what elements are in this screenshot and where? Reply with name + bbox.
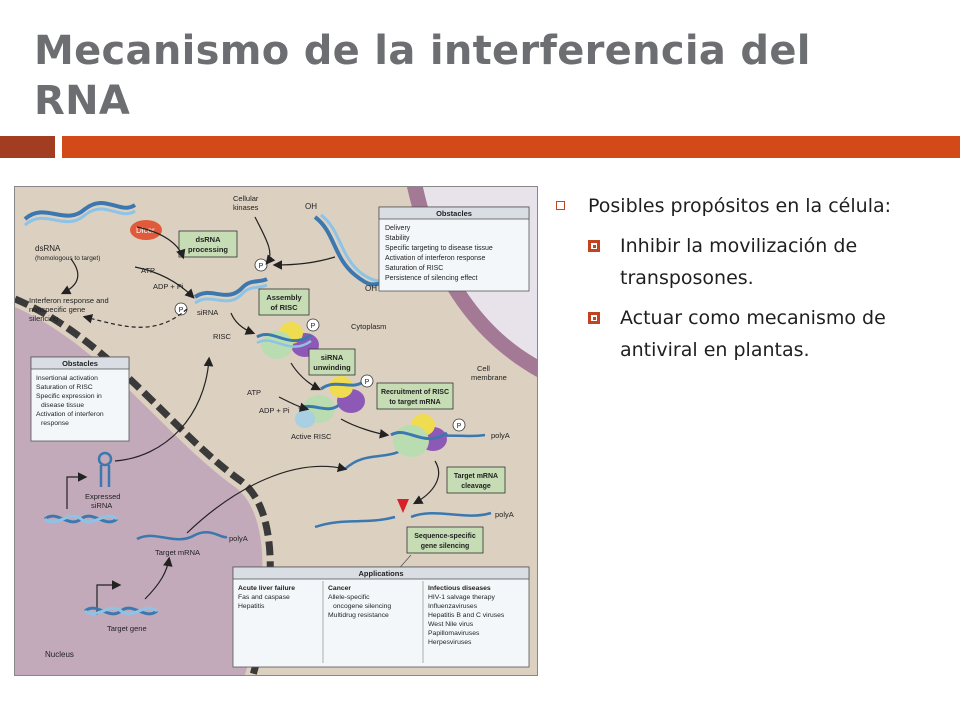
cellular-kinases-label: Cellular	[233, 194, 259, 203]
svg-text:response: response	[41, 420, 69, 427]
adp-pi-label-2: ADP + Pi	[259, 406, 290, 415]
atp-label-1: ATP	[141, 266, 156, 275]
svg-text:Fas and caspase: Fas and caspase	[238, 594, 290, 601]
svg-text:HIV-1 salvage therapy: HIV-1 salvage therapy	[428, 594, 495, 601]
obstacles-top-item: Saturation of RISC	[385, 265, 444, 272]
svg-text:Target mRNA: Target mRNA	[453, 473, 499, 480]
svg-text:Allele-specific: Allele-specific	[328, 594, 370, 601]
svg-text:Recruitment of RISC: Recruitment of RISC	[380, 389, 450, 396]
svg-text:siRNA: siRNA	[320, 353, 344, 362]
oh-bottom-label: OH	[365, 284, 377, 293]
svg-text:cleavage: cleavage	[461, 483, 491, 490]
svg-text:Saturation of RISC: Saturation of RISC	[36, 384, 93, 391]
svg-text:gene silencing: gene silencing	[420, 543, 470, 550]
atp-label-2: ATP	[247, 388, 262, 397]
svg-text:P: P	[178, 307, 184, 314]
application-heading: Cancer	[328, 585, 352, 592]
svg-text:Specific expression in: Specific expression in	[36, 393, 102, 400]
expressed-sirna-label-2: siRNA	[91, 501, 113, 510]
cell-membrane-label-1: Cell	[477, 364, 490, 373]
obstacles-top-item: Activation of interferon response	[385, 255, 486, 262]
svg-text:West Nile virus: West Nile virus	[428, 621, 474, 628]
applications-title: Applications	[358, 569, 404, 578]
obstacles-top-item: Stability	[385, 235, 410, 242]
svg-text:P: P	[310, 323, 316, 330]
interferon-label-3: silencing	[29, 314, 59, 323]
svg-text:oncogene silencing: oncogene silencing	[333, 603, 392, 610]
title-underline-accent-dark	[0, 136, 55, 158]
obstacles-top-title: Obstacles	[436, 209, 472, 218]
rnai-diagram	[15, 187, 537, 675]
rnai-mechanism-figure	[14, 186, 538, 676]
svg-text:Hepatitis: Hepatitis	[238, 603, 265, 610]
interferon-label-1: Interferon response and	[29, 296, 109, 305]
cytoplasm-label: Cytoplasm	[351, 322, 387, 331]
target-gene-label: Target gene	[107, 624, 147, 633]
svg-text:P: P	[364, 379, 370, 386]
bullet-main-text: Posibles propósitos en la célula:	[588, 195, 892, 217]
sirna-label: siRNA	[197, 308, 219, 317]
svg-text:Influenzaviruses: Influenzaviruses	[428, 603, 478, 610]
bullet-main	[556, 190, 951, 222]
dicer-label: Dicer	[136, 226, 155, 235]
adp-pi-label-1: ADP + Pi	[153, 282, 184, 291]
svg-text:Papillomaviruses: Papillomaviruses	[428, 630, 480, 637]
oh-top-label: OH	[305, 202, 317, 211]
polya-label-2: polyA	[495, 510, 514, 519]
nucleus-label: Nucleus	[45, 650, 74, 659]
svg-text:Activation of interferon: Activation of interferon	[36, 411, 104, 418]
active-risc-label: Active RISC	[291, 432, 332, 441]
bullet-sub	[556, 230, 951, 294]
cell-membrane-label-2: membrane	[471, 373, 507, 382]
slide-title: Mecanismo de la interferencia del RNA	[34, 28, 811, 124]
obstacles-top-item: Delivery	[385, 225, 411, 232]
step-dsrna-processing-line2: processing	[187, 245, 229, 254]
svg-text:Insertional activation: Insertional activation	[36, 375, 98, 382]
obstacles-top-item: Specific targeting to disease tissue	[385, 245, 493, 252]
application-heading: Infectious diseases	[428, 585, 491, 592]
application-heading: Acute liver failure	[238, 585, 296, 592]
step-dsrna-processing-line1: dsRNA	[195, 235, 221, 244]
svg-text:to target mRNA: to target mRNA	[389, 399, 441, 406]
svg-text:disease tissue: disease tissue	[41, 402, 85, 409]
expressed-sirna-label-1: Expressed	[85, 492, 121, 501]
dsrna-note: (homologous to target)	[35, 255, 101, 262]
polya-label-1: polyA	[491, 431, 510, 440]
obstacles-left-title: Obstacles	[62, 359, 98, 368]
svg-text:Herpesviruses: Herpesviruses	[428, 639, 472, 646]
svg-text:Multidrug resistance: Multidrug resistance	[328, 612, 389, 619]
obstacles-top-item: Persistence of silencing effect	[385, 275, 478, 282]
interferon-label-2: nonspecific gene	[29, 305, 86, 314]
bullet-sub-text: Inhibir la movilización de transposones.	[620, 235, 858, 289]
svg-text:Assembly: Assembly	[266, 293, 302, 302]
square-bullet-icon	[556, 201, 565, 210]
bullet-sub	[556, 302, 951, 366]
svg-text:Sequence-specific: Sequence-specific	[414, 533, 476, 540]
svg-text:Hepatitis B and C viruses: Hepatitis B and C viruses	[428, 612, 505, 619]
bullet-list	[556, 190, 951, 366]
bullet-sub-text: Actuar como mecanismo de antiviral en plantas.	[620, 307, 886, 361]
cellular-kinases-label-2: kinases	[233, 203, 259, 212]
svg-text:unwinding: unwinding	[313, 363, 351, 372]
title-underline-accent	[62, 136, 960, 158]
target-mrna-label: Target mRNA	[155, 548, 201, 557]
svg-text:P: P	[456, 423, 462, 430]
square-bullet-icon	[588, 312, 600, 324]
svg-text:P: P	[258, 263, 264, 270]
square-bullet-icon	[588, 240, 600, 252]
risc-label: RISC	[213, 332, 231, 341]
svg-text:of RISC: of RISC	[270, 303, 298, 312]
dsrna-label: dsRNA	[35, 244, 61, 253]
polya-label-3: polyA	[229, 534, 248, 543]
